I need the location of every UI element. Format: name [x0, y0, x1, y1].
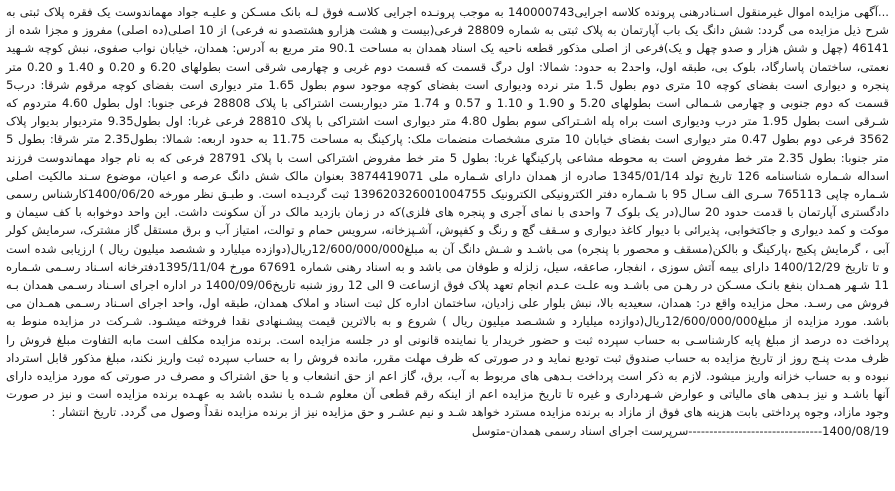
publication-date: 1400/08/19: [822, 423, 889, 438]
notice-body: ...آگهی مزایده اموال غیرمنقول اسـنادرهنی پرونده کلاسه اجرایی140000743 به موجب پرونـده اجرایی کلاسـه فوق لـه بانک مسـکن و علیـه جواد مهماندوست یک فقره پلاک ثبتی به شرح ذیل مزایده می گردد: شش دانگ یک باب آپارتمان به پلاک ثبتی به شماره 28809 فرعی(بیست و هشت هزارو هشتصدو نه فرعی) از 10 اصلی(ده اصلی) مفروز و مجزا شده از 46141 (چهل و شش هزار و صدو چهل و یک)فرعی از اصلی مذکور قطعه ناحیه یک اسناد همدان به مساحت 90.1 متر مربع به آدرس: همدان، خیابان نواب صفوی، نبش کوچه شـهید نعمتی، ساختمان پاسارگاد، بلوک بی، طبقه اول، واحد2 به حدود: شمالا: اول درگ قسمت که قسمت دوم غربی و چهارمی شرقی است بطولهای 6.20 و 0.20 و 1.40 و 0.20 متر پنجره و دیواری است بفضای کوچه 10 متری دوم بطول 1.5 متر نرده ودیواری است بفضای کوچه موجود سوم بطول 1.65 متر دیواری است بفضای کوچه مرقوم شرقا: درب5 قسمت که دوم جنوبی و چهارمی شـمالی است بطولهای 5.20 و 1.90 و 1.10 و 0.57 و 1.74 متر دیواربست اشتراکی با پلاک 28808 فرعی جنوبا: اول بطول 4.60 متردوم که شـرقی است بطول 1.95 متر درب ودیواری است براه پله اشـتراکی سوم بطول 4.80 متر دیواری است اشتراکی با پلاک 28810 فرعی غربا: اول بطول9.35 متردیوار بدیوار پلاک 3562 فرعی دوم بطول 0.47 متر دیواری است بفضای خیابان 10 متری مشخصات منضمات ملک: پارکینگ به مساحت 11.75 به حدود اربعه: شمالا: بطول2.35 متر شرقا: بطول 5 متر جنوبا: بطول 2.35 متر خط مفروض است به محوطه مشاعی پارکینگها غربا: بطول 5 متر خط مفروض اشتراکی است با پلاک 28791 فرعی که به نام جواد مهماندوست فرزند اسداله شـماره شناسنامه 126 تاریخ تولد 1345/01/14 صادره از همدان دارای شـماره ملی 3874419071 بعنوان مالک شش دانگ عرصه و اعیان، موضوع سـند مالکیت اصلی شـماره چاپی 765113 سـری الف سـال 95 با شـماره دفتر الکترونیکی الکترونیک 139620326001004755 ثبت گردیـده است. و طبـق نظر مورخه 1400/06/20کارشناس رسمی دادگستری آپارتمان با قدمت حدود 20 سال(در یک بلوک 7 واحدی با نمای آجری و پنجره های فلزی)که در زمان بازدید مالک در آن سکونت داشت. این واحد دوخوابه با کف سیمان و موکت و کمد دیواری و جاکتخوابی، پذیرائی با دیوار کاغذ دیواری و سـقف گچ و رنگ و کفپوش، آشـپزخانه، سرویس حمام و توالت، امتیاز آب و برق مستقل گاز مشترک، سرمایش کولر آبی ، گرمایش پکیج ،پارکینگ و بالکن(مسقف و محصور با پنجره) می باشـد و شـش دانگ آن به مبلغ12/600/000/000ریال(دوازده میلیارد و ششصد میلیون ریال ) ارزیابی شده است و تا تاریخ 1400/12/29 دارای بیمه آتش سوزی ، انفجار، صاعقه، سیل، زلزله و طوفان می باشد و به اسناد رهنی شماره 67691 مورخ 1395/11/04دفترخانه اسـناد رسـمی شـماره 11 شـهر همـدان بنفع بانـک مسـکن در رهـن می باشـد وبه علـت عـدم انجام تعهد پلاک فوق ازساعت 9 الی 12 روز شنبه تاریخ1400/09/06 در اداره اجرای اسـناد رسـمی همدان بـه فروش می رسـد. محل مزایده واقع در: همدان، سعیدیه بالا، نبش بلوار علی زادیان، ساختمان اداره کل ثبت اسناد و املاک همدان، طبقه اول، واحد اجرای اسـناد رسـمی همـدان می باشد. مورد مزایده از مبلغ12/600/000/000ریال(دوازده میلیارد و ششـصد میلیون ریال ) شروع و به بالاترین قیمت پیشـنهادی نقدا فروخته میشـود. شـرکت در مزایده منوط به پرداخت ده درصد از مبلغ پایه کارشناسـی به حساب سپرده ثبت و حضور خریدار یا نماینده قانونی او در جلسه مزایده است. برنده مزایده مکلف است مابه التفاوت مبلغ فروش را ظرف مدت پنـج روز از تاریخ مزایده به حساب صندوق ثبت تودیع نماید و در صورتی که ظرف مهلت مقرر، مانده فروش را به حساب سپرده ثبت واریز نکند، مبلغ مذکور قابل استرداد نبوده و به حساب خزانه واریز میشود. لازم به ذکر است پرداخت بـدهی های مربوط به آب، برق، گاز اعم از حق انشعاب و یا حق اشتراک و مصرف در صورتی که مورد مزایده دارای آنها باشـد و نیز بـدهی های مالیاتی و عوارض شـهرداری و غیره تا تاریخ مزایده اعم از اینکه رقم قطعی آن معلوم شـده یا نشده باشد به عهـده برنده مزایده است و نیز در صورت وجود مازاد، وجوه پرداختی بابت هزینه های فوق از مازاد به برنده مزایده مسترد خواهد شـد و نیم عشـر و حق مزایده نیز از برنده مزایده نقداً وصول می گردد. تاریخ انتشار :: [6, 5, 890, 420]
notice-signature: سرپرست اجرای اسناد رسمی همدان-متوسل: [471, 423, 689, 438]
footer-separator: --------------------------------: [688, 423, 823, 438]
notice-footer: [6, 422, 889, 440]
